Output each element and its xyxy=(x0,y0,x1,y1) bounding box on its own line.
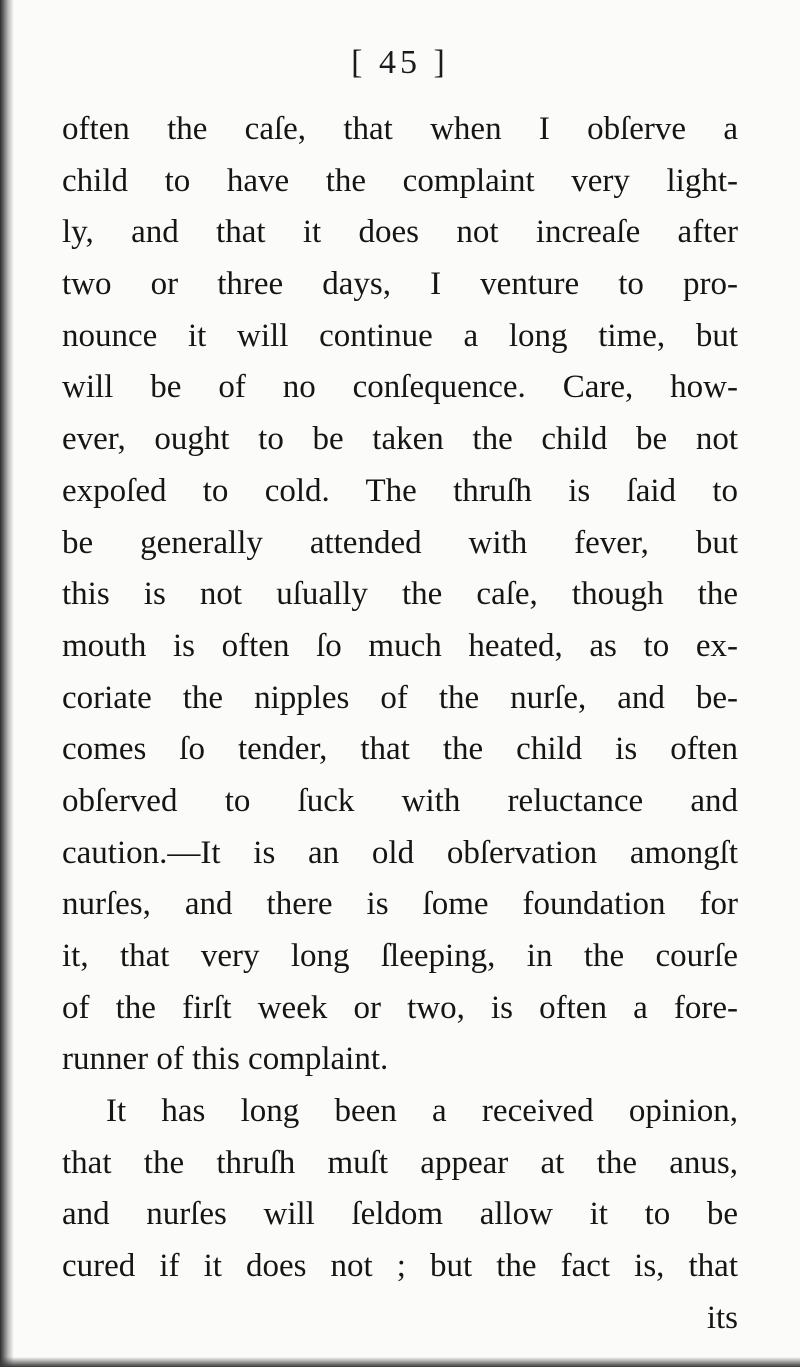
text-line: mouth is often ſo much heated, as to ex- xyxy=(62,627,738,664)
text-line: comes ſo tender, that the child is often xyxy=(62,731,738,768)
text-line: child to have the complaint very light- xyxy=(62,162,738,199)
paragraph-first-line: It has long been a received opinion, xyxy=(106,1093,738,1130)
text-line: this is not uſually the caſe, though the xyxy=(62,576,738,613)
text-line: ly, and that it does not increaſe after xyxy=(62,214,738,251)
text-line: runner of this complaint. xyxy=(62,1041,389,1078)
text-line: caution.—It is an old obſervation amongſt xyxy=(62,834,738,871)
text-line: nounce it will continue a long time, but xyxy=(62,317,738,354)
text-line: ever, ought to be taken the child be not xyxy=(62,421,738,458)
body-text xyxy=(62,104,738,1345)
text-line: will be of no conſequence. Care, how- xyxy=(62,369,738,406)
text-line: cured if it does not ; but the fact is, that xyxy=(62,1248,738,1285)
text-line: that the thruſh muſt appear at the anus, xyxy=(62,1144,738,1181)
page-number: [ 45 ] xyxy=(351,44,449,81)
text-line: often the caſe, that when I obſerve a xyxy=(62,111,738,147)
bottom-edge-shadow xyxy=(0,1357,800,1367)
text-line: nurſes, and there is ſome foundation for xyxy=(62,886,738,923)
text-line: be generally attended with fever, but xyxy=(62,524,738,561)
text-line: expoſed to cold. The thruſh is ſaid to xyxy=(62,472,738,509)
text-line: two or three days, I venture to pro- xyxy=(62,266,738,303)
catchword: its xyxy=(706,1299,738,1336)
text-line: it, that very long ſleeping, in the courſe xyxy=(62,938,738,974)
gutter-shadow xyxy=(0,0,14,1367)
text-line: of the firſt week or two, is often a fore- xyxy=(62,989,738,1026)
text-line: and nurſes will ſeldom allow it to be xyxy=(62,1196,738,1233)
text-line: obſerved to ſuck with reluctance and xyxy=(62,782,738,819)
text-line: coriate the nipples of the nurſe, and be- xyxy=(62,679,738,716)
